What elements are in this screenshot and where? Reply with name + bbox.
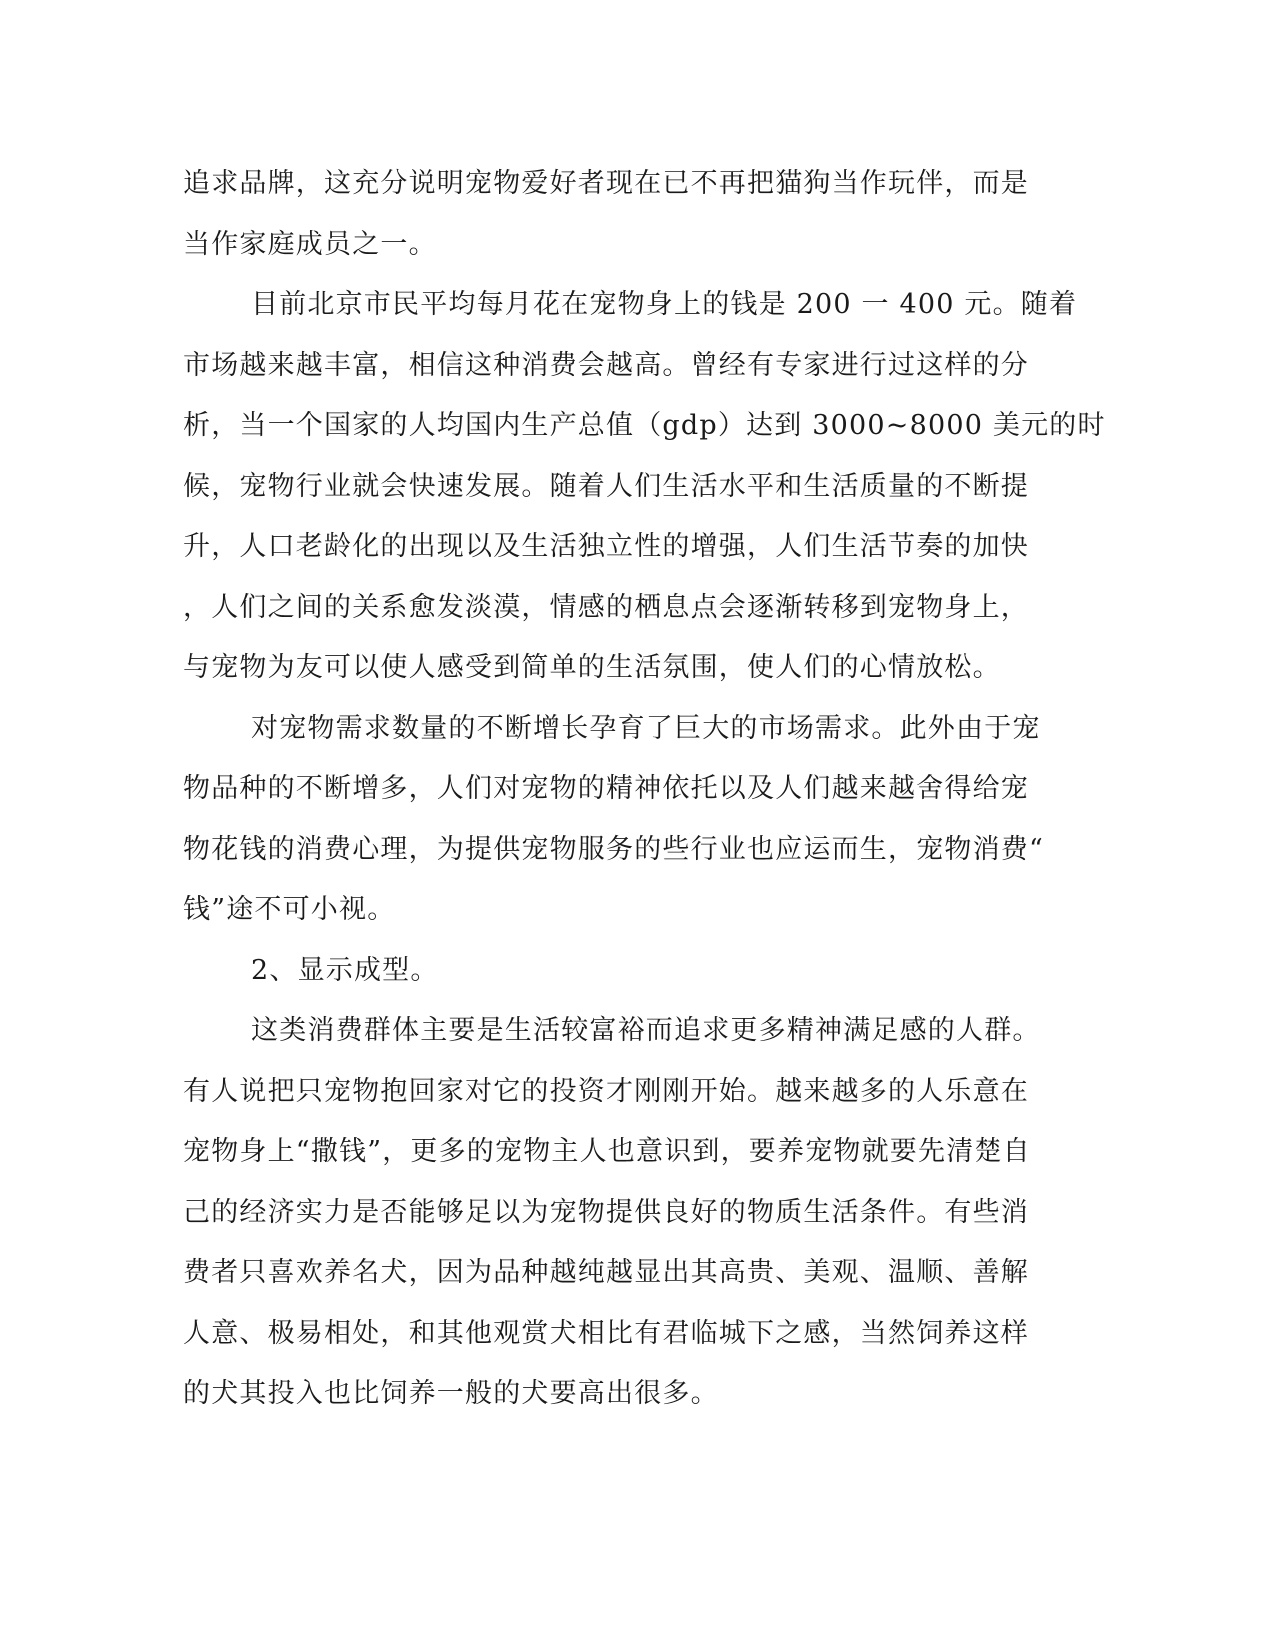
paragraph-first-line: 目前北京市民平均每月花在宠物身上的钱是 200 一 400 元。随着 (251, 289, 1078, 320)
text-line: 当作家庭成员之一。 (183, 228, 437, 260)
text-line: 市场越来越丰富，相信这种消费会越高。曾经有专家进行过这样的分 (183, 349, 1029, 381)
text-line: 析，当一个国家的人均国内生产总值（gdp）达到 3000~8000 美元的时 (183, 410, 1106, 441)
text-line: 的犬其投入也比饲养一般的犬要高出很多。 (183, 1378, 719, 1409)
text-line: 有人说把只宠物抱回家对它的投资才刚刚开始。越来越多的人乐意在 (183, 1075, 1029, 1107)
text-line: 与宠物为友可以使人感受到简单的生活氛围，使人们的心情放松。 (183, 652, 1001, 683)
text-line: ，人们之间的关系愈发淡漠，情感的栖息点会逐渐转移到宠物身上， (183, 591, 1029, 623)
text-line: 物品种的不断增多，人们对宠物的精神依托以及人们越来越舍得给宠 (183, 773, 1029, 804)
text-line: 追求品牌，这充分说明宠物爱好者现在已不再把猫狗当作玩伴，而是 (183, 168, 1029, 199)
paragraph-first-line: 这类消费群体主要是生活较富裕而追求更多精神满足感的人群。 (251, 1015, 1041, 1046)
text-line: 费者只喜欢养名犬，因为品种越纯越显出其高贵、美观、温顺、善解 (183, 1257, 1029, 1288)
text-line: 升，人口老龄化的出现以及生活独立性的增强，人们生活节奏的加快 (183, 531, 1029, 562)
text-line: 钱”途不可小视。 (183, 894, 396, 925)
paragraph-first-line: 对宠物需求数量的不断增长孕育了巨大的市场需求。此外由于宠 (251, 712, 1041, 744)
text-line: 候，宠物行业就会快速发展。随着人们生活水平和生活质量的不断提 (183, 470, 1029, 502)
text-line: 宠物身上“撒钱”，更多的宠物主人也意识到，要养宠物就要先清楚自 (183, 1136, 1031, 1167)
text-line: 物花钱的消费心理，为提供宠物服务的些行业也应运而生，宠物消费“ (183, 833, 1045, 865)
text-line: 人意、极易相处，和其他观赏犬相比有君临城下之感，当然饲养这样 (183, 1317, 1029, 1349)
section-heading: 2、显示成型。 (251, 954, 439, 986)
text-line: 己的经济实力是否能够足以为宠物提供良好的物质生活条件。有些消 (183, 1196, 1029, 1228)
body-text (183, 154, 1106, 1425)
